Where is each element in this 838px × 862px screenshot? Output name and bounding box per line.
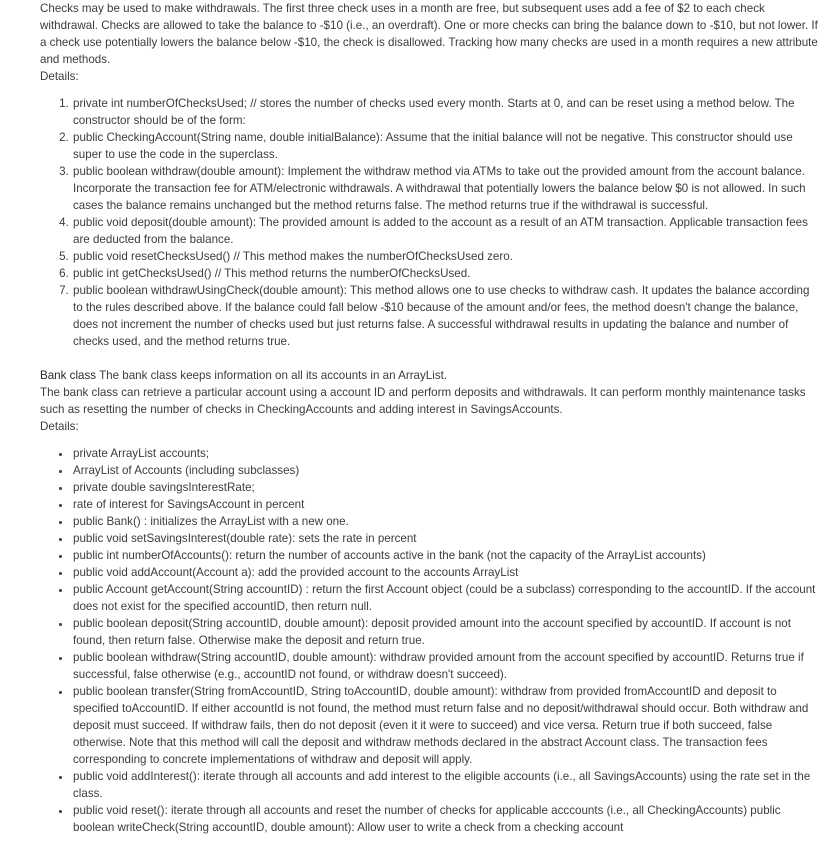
list-item: 6. public int getChecksUsed() // This method returns the numberOfChecksUsed. xyxy=(72,265,818,282)
list-item: • public void reset(): iterate through all accounts and reset the number of checks for applicable acccounts (i.e., all CheckingAccounts) public boolean writeCheck(String accountID, double amount): Allow user to write a check from a checking account xyxy=(72,802,818,836)
bank-class-title: Bank class xyxy=(40,369,97,382)
list-item: • public boolean withdraw(String accountID, double amount): withdraw provided amount from the account specified by accountID. Returns true if successful, false otherwise (e.g., accountID not found, or withdraw doesn't succeed). xyxy=(72,649,818,683)
list-item: 4. public void deposit(double amount): The provided amount is added to the account as a result of an ATM transaction. Applicable transaction fees are deducted from the balance. xyxy=(72,214,818,248)
bank-heading-text: The bank class keeps information on all its accounts in an ArrayList. xyxy=(96,369,448,382)
list-item: • public void addInterest(): iterate through all accounts and add interest to the eligible accounts (i.e., all SavingsAccounts) using the rate set in the class. xyxy=(72,768,818,802)
checking-details-label: Details: xyxy=(40,70,79,83)
list-item: 5. public void resetChecksUsed() // This method makes the numberOfChecksUsed zero. xyxy=(72,248,818,265)
list-item: 1. private int numberOfChecksUsed; // stores the number of checks used every month. Starts at 0, and can be reset using a method below. The constructor should be of the form: xyxy=(72,95,818,129)
list-item: • public boolean transfer(String fromAccountID, String toAccountID, double amount): withdraw from provided fromAccountID and deposit to specified toAccountID. If either accountId is not found, the method must return false and no deposit/withdrawal should occur. Both withdraw and deposit must succeed. If withdraw fails, then do not deposit (even it it were to succeed) and vice versa. Return true if both succeed, false otherwise. Note that this method will call the deposit and withdraw methods declared in the abstract Account class. The transaction fees corresponding to concrete implementations of withdraw and deposit will apply. xyxy=(72,683,818,768)
list-item: • public Bank() : initializes the ArrayList with a new one. xyxy=(72,513,818,530)
list-item: 2. public CheckingAccount(String name, double initialBalance): Assume that the initial balance will not be negative. This constructor should use super to use the code in the superclass. xyxy=(72,129,818,163)
list-item: • ArrayList of Accounts (including subclasses) xyxy=(72,462,818,479)
list-item: • public void addAccount(Account a): add the provided account to the accounts ArrayList xyxy=(72,564,818,581)
list-item: • private ArrayList accounts; xyxy=(72,445,818,462)
list-item: • public Account getAccount(String accountID) : return the first Account object (could be a subclass) corresponding to the accountID. If the account does not exist for the specified accountID, then return null. xyxy=(72,581,818,615)
checking-details-list xyxy=(40,95,818,350)
list-item: • public boolean deposit(String accountID, double amount): deposit provided amount into the account specified by accountID. If account is not found, then return false. Otherwise make the deposit and return true. xyxy=(72,615,818,649)
bank-description: The bank class can retrieve a particular account using a account ID and perform deposits and withdrawals. It can perform monthly maintenance tasks such as resetting the number of checks in CheckingAccounts and adding interest in SavingsAccounts. xyxy=(40,386,806,416)
bank-details-label: Details: xyxy=(40,420,79,433)
list-item: • public void setSavingsInterest(double rate): sets the rate in percent xyxy=(72,530,818,547)
list-item: • private double savingsInterestRate; xyxy=(72,479,818,496)
bank-heading xyxy=(40,367,818,384)
list-item: • public int numberOfAccounts(): return the number of accounts active in the bank (not the capacity of the ArrayList accounts) xyxy=(72,547,818,564)
list-item: 7. public boolean withdrawUsingCheck(double amount): This method allows one to use checks to withdraw cash. It updates the balance according to the rules described above. If the balance could fall below -$10 because of the amount and/or fees, the method doesn't change the balance, does not increment the number of checks used but just returns false. A successful withdrawal results in updating the balance and number of checks used, and the method returns true. xyxy=(72,282,818,350)
checking-intro-paragraph: Checks may be used to make withdrawals. The first three check uses in a month are free, but subsequent uses add a fee of $2 to each check withdrawal. Checks are allowed to take the balance to -$10 (i.e., an overdraft). One or more checks can bring the balance down to -$10, but not lower. If a check use potentially lowers the balance below -$10, the check is disallowed. Tracking how many checks are used in a month requires a new attribute and methods. xyxy=(40,2,818,66)
bank-details-list xyxy=(40,445,818,836)
list-item: 3. public boolean withdraw(double amount): Implement the withdraw method via ATMs to take out the provided amount from the account balance. Incorporate the transaction fee for ATM/electronic withdrawals. A withdrawal that potentially lowers the balance below $0 is not allowed. In such cases the balance remains unchanged but the method returns false. The method returns true if the withdrawal is successful. xyxy=(72,163,818,214)
list-item: • rate of interest for SavingsAccount in percent xyxy=(72,496,818,513)
